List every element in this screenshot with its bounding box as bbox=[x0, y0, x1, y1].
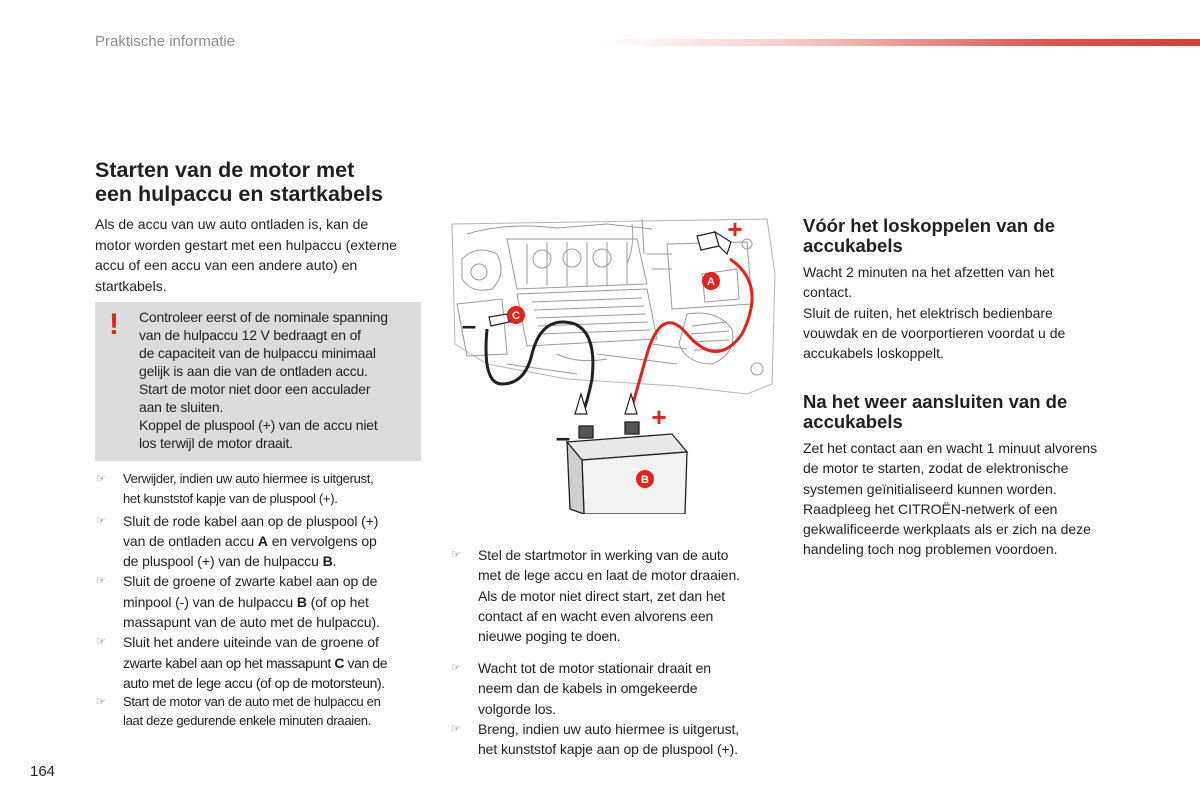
label-c-text: C bbox=[512, 310, 520, 322]
running-header: Praktische informatie bbox=[95, 33, 236, 50]
pointing-hand-icon: ☞ bbox=[451, 662, 461, 674]
step-line: volgorde los. bbox=[478, 700, 557, 717]
section-title-line: Vóór het loskoppelen van de bbox=[803, 215, 1055, 236]
step-line: Stel de startmotor in werking van de auto bbox=[478, 547, 729, 563]
battery-b bbox=[567, 422, 687, 514]
step-line: van de ontladen accu A en vervolgens op bbox=[123, 532, 377, 549]
step-line: de pluspool (+) van de hulpaccu B. bbox=[123, 553, 337, 570]
warning-line: gelijk is aan die van de ontladen accu. bbox=[139, 363, 368, 379]
list-item bbox=[95, 469, 425, 510]
step-line: Als de motor niet direct start, zet dan het bbox=[478, 587, 726, 604]
step-line: laat deze gedurende enkele minuten draaien. bbox=[123, 712, 372, 728]
list-item bbox=[95, 571, 425, 632]
jump-start-diagram bbox=[447, 214, 779, 514]
warning-line: de capaciteit van de hulpaccu minimaal bbox=[139, 345, 376, 361]
step-line: met de lege accu en laat de motor draaien. bbox=[478, 567, 740, 584]
pointing-hand-icon: ☞ bbox=[96, 473, 106, 485]
step-line: neem dan de kabels in omgekeerde bbox=[478, 680, 698, 697]
body-line: handeling toch nog problemen voordoen. bbox=[803, 541, 1058, 558]
label-b-badge bbox=[636, 470, 654, 488]
list-item bbox=[95, 511, 425, 572]
clamp-a bbox=[697, 232, 731, 254]
step-line: het kunststof kapje van de pluspool (+). bbox=[123, 491, 338, 507]
minus-sign-engine: – bbox=[461, 310, 477, 340]
section-body-disconnect bbox=[803, 262, 1143, 363]
step-line: Sluit het andere uiteinde van de groene of bbox=[123, 634, 379, 651]
page-title-line-2: een hulpaccu en startkabels bbox=[95, 182, 383, 206]
pointing-hand-icon: ☞ bbox=[96, 575, 106, 588]
body-line: vouwdak en de voorportieren voordat u de bbox=[803, 324, 1066, 341]
label-a-badge bbox=[702, 272, 720, 290]
warning-exclamation-icon: ! bbox=[109, 308, 119, 341]
body-line: systemen geïnitialiseerd kunnen worden. bbox=[803, 480, 1057, 497]
black-jumper-cable bbox=[486, 322, 593, 414]
body-line: accukabels loskoppelt. bbox=[803, 345, 944, 362]
step-line: nieuwe poging te doen. bbox=[478, 628, 621, 645]
steps-left-list bbox=[95, 469, 425, 730]
step-line: minpool (-) van de hulpaccu B (of op het bbox=[123, 593, 369, 610]
section-title-reconnect bbox=[803, 392, 1143, 432]
header-accent-bar bbox=[600, 39, 1200, 46]
step-line: Sluit de groene of zwarte kabel aan op de bbox=[123, 573, 378, 590]
warning-line: aan te sluiten. bbox=[139, 399, 224, 415]
list-item bbox=[95, 693, 425, 730]
warning-line: Start de motor niet door een acculader bbox=[139, 381, 371, 397]
body-line: de motor te starten, zodat de elektronische bbox=[803, 460, 1069, 477]
page-title bbox=[95, 158, 435, 206]
step-line: Sluit de rode kabel aan op de pluspool (+) bbox=[123, 512, 379, 529]
list-item bbox=[450, 658, 780, 719]
list-item bbox=[450, 719, 780, 760]
plus-sign-engine: + bbox=[727, 214, 743, 244]
minus-sign-battery: – bbox=[555, 422, 571, 452]
label-b-text: B bbox=[641, 474, 649, 486]
intro-paragraph: Als de accu van uw auto ontladen is, kan de motor worden gestart met een hulpaccu (externe accu of een accu van een andere auto) en startkabels. bbox=[95, 216, 397, 294]
body-line: contact. bbox=[803, 284, 853, 301]
plus-sign-battery: + bbox=[651, 402, 667, 432]
step-line: het kunststof kapje aan op de pluspool (+). bbox=[478, 741, 738, 758]
step-line: Wacht tot de motor stationair draait en bbox=[478, 660, 711, 676]
label-c-badge bbox=[507, 306, 525, 324]
page-number: 164 bbox=[30, 763, 56, 780]
steps-middle-list bbox=[450, 658, 780, 759]
step-line: Start de motor van de auto met de hulpaccu en bbox=[123, 694, 381, 710]
body-line: Sluit de ruiten, het elektrisch bedienbare bbox=[803, 304, 1053, 321]
warning-line: los terwijl de motor draait. bbox=[139, 435, 293, 451]
section-title-disconnect bbox=[803, 216, 1143, 256]
page-title-line-1: Starten van de motor met bbox=[95, 158, 355, 182]
warning-text bbox=[139, 308, 415, 452]
pointing-hand-icon: ☞ bbox=[451, 549, 461, 561]
step-line: auto met de lege accu (of op de motorsteun). bbox=[123, 674, 385, 691]
pointing-hand-icon: ☞ bbox=[96, 696, 106, 709]
list-item bbox=[95, 632, 425, 693]
list-item bbox=[450, 545, 780, 646]
steps-middle-list bbox=[450, 545, 780, 646]
label-a-text: A bbox=[707, 276, 715, 288]
pointing-hand-icon: ☞ bbox=[96, 636, 106, 649]
section-title-line: accukabels bbox=[803, 235, 903, 256]
pointing-hand-icon: ☞ bbox=[451, 722, 461, 735]
jump-start-illustration bbox=[447, 214, 779, 514]
warning-box bbox=[95, 302, 421, 461]
section-body-reconnect bbox=[803, 438, 1148, 560]
warning-line: Koppel de pluspool (+) van de accu niet bbox=[139, 417, 378, 433]
red-jumper-cable bbox=[630, 259, 752, 414]
step-line: Breng, indien uw auto hiermee is uitgerust, bbox=[478, 720, 740, 737]
step-line: zwarte kabel aan op het massapunt C van de bbox=[123, 654, 388, 671]
warning-line: Controleer eerst of de nominale spanning bbox=[139, 309, 388, 325]
battery-clamps bbox=[575, 394, 637, 414]
body-line: gekwalificeerde werkplaats als er zich na deze bbox=[803, 521, 1091, 538]
body-line: Raadpleeg het CITROËN-netwerk of een bbox=[803, 500, 1058, 517]
section-title-line: accukabels bbox=[803, 411, 903, 432]
body-line: Wacht 2 minuten na het afzetten van het bbox=[803, 264, 1054, 280]
step-line: massapunt van de auto met de hulpaccu). bbox=[123, 614, 380, 631]
step-line: contact af en wacht even alvorens een bbox=[478, 607, 714, 624]
pointing-hand-icon: ☞ bbox=[96, 514, 106, 527]
warning-line: van de hulpaccu 12 V bedraagt en of bbox=[139, 327, 361, 343]
body-line: Zet het contact aan en wacht 1 minuut alvorens bbox=[803, 440, 1098, 456]
section-title-line: Na het weer aansluiten van de bbox=[803, 391, 1068, 412]
step-line: Verwijder, indien uw auto hiermee is uitgerust, bbox=[123, 471, 374, 486]
